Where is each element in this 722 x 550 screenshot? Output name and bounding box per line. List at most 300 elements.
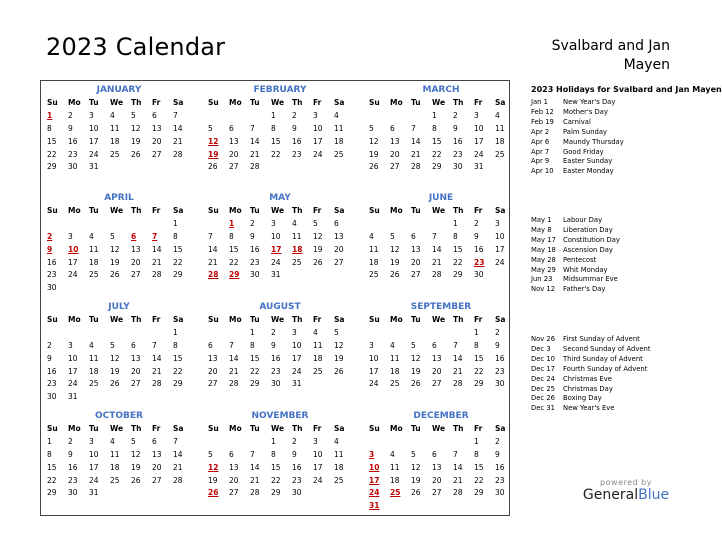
empty-day — [89, 218, 110, 231]
holiday-date: Dec 25 — [531, 384, 555, 393]
holiday-date: Apr 2 — [531, 127, 550, 136]
weekday-header: We — [432, 206, 446, 215]
weekday-header: Su — [369, 206, 380, 215]
empty-day — [453, 327, 474, 340]
day-cell: 9 — [495, 340, 500, 350]
day-cell: 4 — [89, 231, 94, 241]
weekday-header: Fr — [313, 206, 322, 215]
weekday-header: Th — [292, 424, 303, 433]
day-cell: 9 — [47, 353, 52, 363]
holiday-day: 12 — [208, 136, 219, 146]
day-cell: 11 — [334, 449, 344, 459]
weekday-header: Sa — [495, 315, 506, 324]
day-cell: 28 — [432, 270, 442, 280]
day-cell: 3 — [271, 218, 276, 228]
day-cell: 30 — [495, 379, 505, 389]
day-cell: 11 — [390, 353, 400, 363]
weekday-header: Tu — [89, 315, 99, 324]
holiday-day: 3 — [369, 449, 375, 459]
weekday-header: Fr — [152, 315, 161, 324]
day-cell: 8 — [271, 449, 276, 459]
day-cell: 30 — [68, 488, 78, 498]
day-cell: 8 — [474, 449, 479, 459]
day-cell: 26 — [131, 475, 141, 485]
day-cell: 29 — [474, 379, 484, 389]
holiday-date: Dec 26 — [531, 394, 555, 403]
day-cell: 22 — [271, 149, 281, 159]
day-cell: 16 — [47, 366, 57, 376]
empty-day — [208, 436, 229, 449]
day-cell: 13 — [208, 353, 218, 363]
weekday-header: Mo — [229, 98, 242, 107]
empty-day — [110, 327, 131, 340]
day-cell: 29 — [250, 379, 260, 389]
day-cell: 6 — [131, 340, 136, 350]
weekday-header: Fr — [152, 206, 161, 215]
day-cell: 7 — [250, 123, 255, 133]
day-cell: 10 — [474, 123, 484, 133]
day-cell: 18 — [89, 366, 99, 376]
weekday-header: Fr — [313, 98, 322, 107]
holiday-date: Dec 31 — [531, 404, 555, 413]
weekday-header: Fr — [474, 98, 483, 107]
holiday-date: Feb 12 — [531, 107, 554, 116]
day-cell: 21 — [250, 475, 260, 485]
day-cell: 5 — [411, 340, 416, 350]
day-cell: 8 — [453, 231, 458, 241]
day-cell: 11 — [495, 123, 505, 133]
day-cell: 25 — [390, 379, 400, 389]
day-cell: 24 — [474, 149, 484, 159]
day-cell: 11 — [110, 449, 120, 459]
day-cell: 10 — [89, 123, 99, 133]
month-november — [205, 409, 355, 500]
day-cell: 10 — [369, 353, 379, 363]
holiday-row — [531, 157, 691, 167]
holiday-date: Jan 1 — [531, 98, 548, 106]
holiday-group — [531, 216, 691, 295]
brand-name-b: Blue — [638, 487, 670, 503]
day-cell: 14 — [208, 244, 218, 254]
empty-day — [152, 327, 173, 340]
day-cell: 24 — [313, 475, 323, 485]
day-cell: 18 — [110, 136, 120, 146]
day-cell: 7 — [173, 436, 178, 446]
weekday-header: Th — [131, 98, 142, 107]
holiday-name: Second Sunday of Advent — [563, 344, 651, 353]
empty-day — [47, 218, 68, 231]
day-cell: 21 — [453, 475, 463, 485]
day-cell: 19 — [208, 475, 218, 485]
weekday-header: We — [271, 98, 285, 107]
holiday-day: 17 — [271, 244, 282, 254]
weekday-header: Sa — [334, 315, 345, 324]
day-cell: 13 — [229, 462, 239, 472]
day-cell: 30 — [474, 270, 484, 280]
day-cell: 23 — [292, 149, 302, 159]
day-cell: 5 — [110, 340, 115, 350]
day-cell: 26 — [334, 366, 344, 376]
day-cell: 20 — [152, 136, 162, 146]
month-february — [205, 83, 355, 174]
day-cell: 22 — [173, 257, 183, 267]
month-title: MAY — [269, 193, 291, 203]
day-cell: 9 — [495, 449, 500, 459]
day-cell: 27 — [229, 488, 239, 498]
day-cell: 5 — [131, 436, 136, 446]
day-cell: 21 — [152, 366, 162, 376]
day-cell: 18 — [110, 462, 120, 472]
day-cell: 23 — [47, 379, 57, 389]
day-cell: 4 — [334, 436, 339, 446]
day-cell: 12 — [334, 340, 344, 350]
day-cell: 2 — [292, 436, 297, 446]
holiday-date: Jun 23 — [531, 275, 553, 284]
day-cell: 17 — [313, 462, 323, 472]
day-cell: 18 — [390, 366, 400, 376]
month-june — [366, 191, 516, 282]
weekday-header: Th — [453, 315, 464, 324]
day-cell: 27 — [229, 162, 239, 172]
day-cell: 3 — [369, 340, 374, 350]
day-cell: 7 — [411, 123, 416, 133]
day-cell: 4 — [334, 110, 339, 120]
brand-logo — [580, 478, 672, 503]
month-december — [366, 409, 516, 513]
holiday-day: 28 — [208, 270, 219, 280]
holiday-name: Easter Monday — [563, 167, 614, 176]
empty-day — [131, 327, 152, 340]
holiday-list-title: 2023 Holidays for Svalbard and Jan Mayen — [531, 85, 722, 94]
holiday-list — [531, 84, 722, 413]
weekday-header: Th — [453, 98, 464, 107]
holiday-day: 31 — [369, 501, 380, 511]
holiday-row — [531, 246, 691, 256]
weekday-header: Tu — [89, 206, 99, 215]
weekday-header: Su — [47, 424, 58, 433]
day-cell: 7 — [208, 231, 213, 241]
day-cell: 26 — [369, 162, 379, 172]
day-cell: 28 — [229, 379, 239, 389]
holiday-day: 18 — [292, 244, 303, 254]
weekday-header: We — [110, 424, 124, 433]
day-cell: 5 — [313, 218, 318, 228]
empty-day — [369, 327, 390, 340]
holiday-name: First Sunday of Advent — [563, 335, 640, 343]
month-day-grid — [369, 423, 516, 513]
day-cell: 22 — [271, 475, 281, 485]
day-cell: 13 — [334, 231, 344, 241]
day-cell: 12 — [110, 244, 120, 254]
day-cell: 7 — [432, 231, 437, 241]
day-cell: 22 — [250, 366, 260, 376]
day-cell: 2 — [271, 327, 276, 337]
day-cell: 16 — [250, 244, 260, 254]
weekday-header: Su — [208, 206, 219, 215]
holiday-name: Christmas Day — [563, 384, 613, 393]
empty-day — [208, 110, 229, 123]
day-cell: 3 — [313, 436, 318, 446]
day-cell: 5 — [208, 449, 213, 459]
holiday-name: New Year's Eve — [563, 404, 615, 413]
holiday-day: 6 — [131, 231, 137, 241]
holiday-row — [531, 108, 691, 118]
weekday-header: We — [271, 315, 285, 324]
day-cell: 19 — [313, 244, 323, 254]
day-cell: 19 — [110, 366, 120, 376]
brand-name — [580, 487, 672, 503]
empty-day — [432, 218, 453, 231]
day-cell: 18 — [495, 136, 505, 146]
holiday-day: 23 — [474, 257, 485, 267]
day-cell: 11 — [313, 340, 323, 350]
weekday-header: Tu — [411, 315, 421, 324]
day-cell: 22 — [474, 366, 484, 376]
day-cell: 30 — [68, 162, 78, 172]
day-cell: 25 — [369, 270, 379, 280]
weekday-header: Su — [47, 315, 58, 324]
holiday-date: May 28 — [531, 255, 556, 264]
holiday-name: Labour Day — [563, 216, 603, 224]
empty-day — [68, 327, 89, 340]
holiday-day: 2 — [47, 231, 53, 241]
day-cell: 20 — [411, 257, 421, 267]
day-cell: 12 — [110, 353, 120, 363]
weekday-header: We — [110, 315, 124, 324]
weekday-header: Sa — [173, 206, 184, 215]
day-cell: 1 — [271, 436, 276, 446]
day-cell: 26 — [110, 379, 120, 389]
holiday-name: Easter Sunday — [563, 157, 613, 166]
day-cell: 8 — [271, 123, 276, 133]
day-cell: 13 — [390, 136, 400, 146]
day-cell: 30 — [47, 392, 57, 402]
day-cell: 21 — [411, 149, 421, 159]
day-cell: 27 — [208, 379, 218, 389]
day-cell: 19 — [131, 136, 141, 146]
day-cell: 16 — [495, 353, 505, 363]
weekday-header: Fr — [474, 315, 483, 324]
day-cell: 25 — [292, 257, 302, 267]
day-cell: 19 — [411, 366, 421, 376]
month-day-grid — [47, 314, 194, 404]
day-cell: 26 — [208, 162, 218, 172]
weekday-header: Fr — [313, 315, 322, 324]
day-cell: 22 — [47, 475, 57, 485]
day-cell: 29 — [173, 270, 183, 280]
holiday-day: 1 — [229, 218, 235, 228]
empty-day — [411, 110, 432, 123]
weekday-header: Fr — [152, 98, 161, 107]
day-cell: 25 — [89, 379, 99, 389]
day-cell: 6 — [152, 110, 157, 120]
day-cell: 24 — [68, 379, 78, 389]
weekday-header: Sa — [495, 206, 506, 215]
day-cell: 3 — [89, 436, 94, 446]
weekday-header: We — [432, 424, 446, 433]
day-cell: 2 — [495, 436, 500, 446]
day-cell: 27 — [432, 488, 442, 498]
day-cell: 11 — [369, 244, 379, 254]
day-cell: 14 — [411, 136, 421, 146]
weekday-header: Sa — [173, 424, 184, 433]
day-cell: 23 — [495, 366, 505, 376]
brand-name-a: General — [582, 487, 639, 503]
day-cell: 18 — [334, 136, 344, 146]
holiday-row — [531, 236, 691, 246]
weekday-header: Mo — [390, 315, 403, 324]
day-cell: 18 — [390, 475, 400, 485]
day-cell: 10 — [292, 340, 302, 350]
day-cell: 25 — [313, 366, 323, 376]
holiday-day: 26 — [208, 488, 219, 498]
weekday-header: Mo — [229, 206, 242, 215]
weekday-header: Su — [47, 206, 58, 215]
day-cell: 21 — [229, 366, 239, 376]
day-cell: 24 — [271, 257, 281, 267]
day-cell: 22 — [173, 366, 183, 376]
weekday-header: Su — [208, 424, 219, 433]
day-cell: 1 — [173, 327, 178, 337]
day-cell: 8 — [47, 123, 52, 133]
empty-day — [229, 110, 250, 123]
day-cell: 19 — [411, 475, 421, 485]
holiday-name: Liberation Day — [563, 225, 613, 234]
day-cell: 22 — [229, 257, 239, 267]
holiday-name: Mother's Day — [563, 107, 608, 116]
month-title: JUNE — [428, 193, 454, 203]
day-cell: 28 — [453, 488, 463, 498]
day-cell: 4 — [390, 340, 395, 350]
weekday-header: We — [110, 98, 124, 107]
day-cell: 20 — [390, 149, 400, 159]
day-cell: 8 — [432, 123, 437, 133]
day-cell: 10 — [495, 231, 505, 241]
day-cell: 16 — [292, 136, 302, 146]
weekday-header: We — [271, 206, 285, 215]
holiday-date: Dec 3 — [531, 344, 551, 353]
holiday-date: Apr 10 — [531, 167, 554, 176]
day-cell: 20 — [432, 475, 442, 485]
day-cell: 1 — [432, 110, 437, 120]
empty-day — [47, 327, 68, 340]
day-cell: 11 — [390, 462, 400, 472]
month-day-grid — [47, 97, 194, 174]
month-day-grid — [208, 423, 355, 500]
holiday-row — [531, 256, 691, 266]
day-cell: 21 — [152, 257, 162, 267]
holiday-name: Good Friday — [563, 147, 604, 156]
day-cell: 9 — [271, 340, 276, 350]
day-cell: 21 — [208, 257, 218, 267]
day-cell: 31 — [68, 392, 78, 402]
weekday-header: Tu — [250, 424, 260, 433]
day-cell: 17 — [89, 462, 99, 472]
day-cell: 6 — [208, 340, 213, 350]
holiday-date: May 8 — [531, 225, 552, 234]
day-cell: 14 — [250, 462, 260, 472]
month-october — [44, 409, 194, 500]
day-cell: 16 — [495, 462, 505, 472]
day-cell: 22 — [432, 149, 442, 159]
day-cell: 6 — [432, 340, 437, 350]
empty-day — [152, 218, 173, 231]
day-cell: 31 — [271, 270, 281, 280]
day-cell: 2 — [474, 218, 479, 228]
day-cell: 22 — [474, 475, 484, 485]
holiday-day: 9 — [47, 244, 53, 254]
weekday-header: Su — [369, 315, 380, 324]
day-cell: 8 — [250, 340, 255, 350]
day-cell: 3 — [89, 110, 94, 120]
day-cell: 9 — [292, 123, 297, 133]
day-cell: 27 — [334, 257, 344, 267]
day-cell: 4 — [495, 110, 500, 120]
day-cell: 21 — [432, 257, 442, 267]
day-cell: 8 — [173, 340, 178, 350]
day-cell: 4 — [89, 340, 94, 350]
day-cell: 3 — [495, 218, 500, 228]
holiday-date: Apr 6 — [531, 137, 550, 146]
day-cell: 2 — [68, 436, 73, 446]
day-cell: 3 — [292, 327, 297, 337]
country-name: Svalbard and Jan Mayen — [551, 38, 670, 73]
day-cell: 19 — [334, 353, 344, 363]
holiday-name: Carnival — [563, 117, 591, 126]
day-cell: 15 — [47, 136, 57, 146]
day-cell: 11 — [334, 123, 344, 133]
holiday-day: 29 — [229, 270, 240, 280]
day-cell: 30 — [453, 162, 463, 172]
holiday-row — [531, 118, 691, 128]
empty-day — [453, 436, 474, 449]
day-cell: 28 — [250, 162, 260, 172]
day-cell: 21 — [453, 366, 463, 376]
weekday-header: Mo — [390, 424, 403, 433]
day-cell: 9 — [292, 449, 297, 459]
day-cell: 6 — [390, 123, 395, 133]
holiday-name: Christmas Eve — [563, 374, 612, 383]
day-cell: 5 — [411, 449, 416, 459]
weekday-header: Th — [292, 98, 303, 107]
weekday-header: We — [110, 206, 124, 215]
day-cell: 20 — [334, 244, 344, 254]
day-cell: 19 — [131, 462, 141, 472]
day-cell: 28 — [152, 270, 162, 280]
day-cell: 28 — [250, 488, 260, 498]
month-title: JULY — [108, 302, 130, 312]
day-cell: 6 — [152, 436, 157, 446]
day-cell: 16 — [47, 257, 57, 267]
day-cell: 15 — [173, 353, 183, 363]
weekday-header: Sa — [173, 315, 184, 324]
day-cell: 7 — [229, 340, 234, 350]
day-cell: 6 — [229, 449, 234, 459]
day-cell: 14 — [453, 462, 463, 472]
day-cell: 20 — [131, 257, 141, 267]
holiday-date: Dec 24 — [531, 374, 555, 383]
holiday-name: Father's Day — [563, 285, 606, 294]
weekday-header: Tu — [411, 424, 421, 433]
day-cell: 20 — [131, 366, 141, 376]
day-cell: 18 — [369, 257, 379, 267]
holiday-row — [531, 365, 691, 375]
day-cell: 12 — [411, 462, 421, 472]
weekday-header: Th — [292, 315, 303, 324]
day-cell: 7 — [250, 449, 255, 459]
empty-day — [390, 327, 411, 340]
day-cell: 28 — [411, 162, 421, 172]
